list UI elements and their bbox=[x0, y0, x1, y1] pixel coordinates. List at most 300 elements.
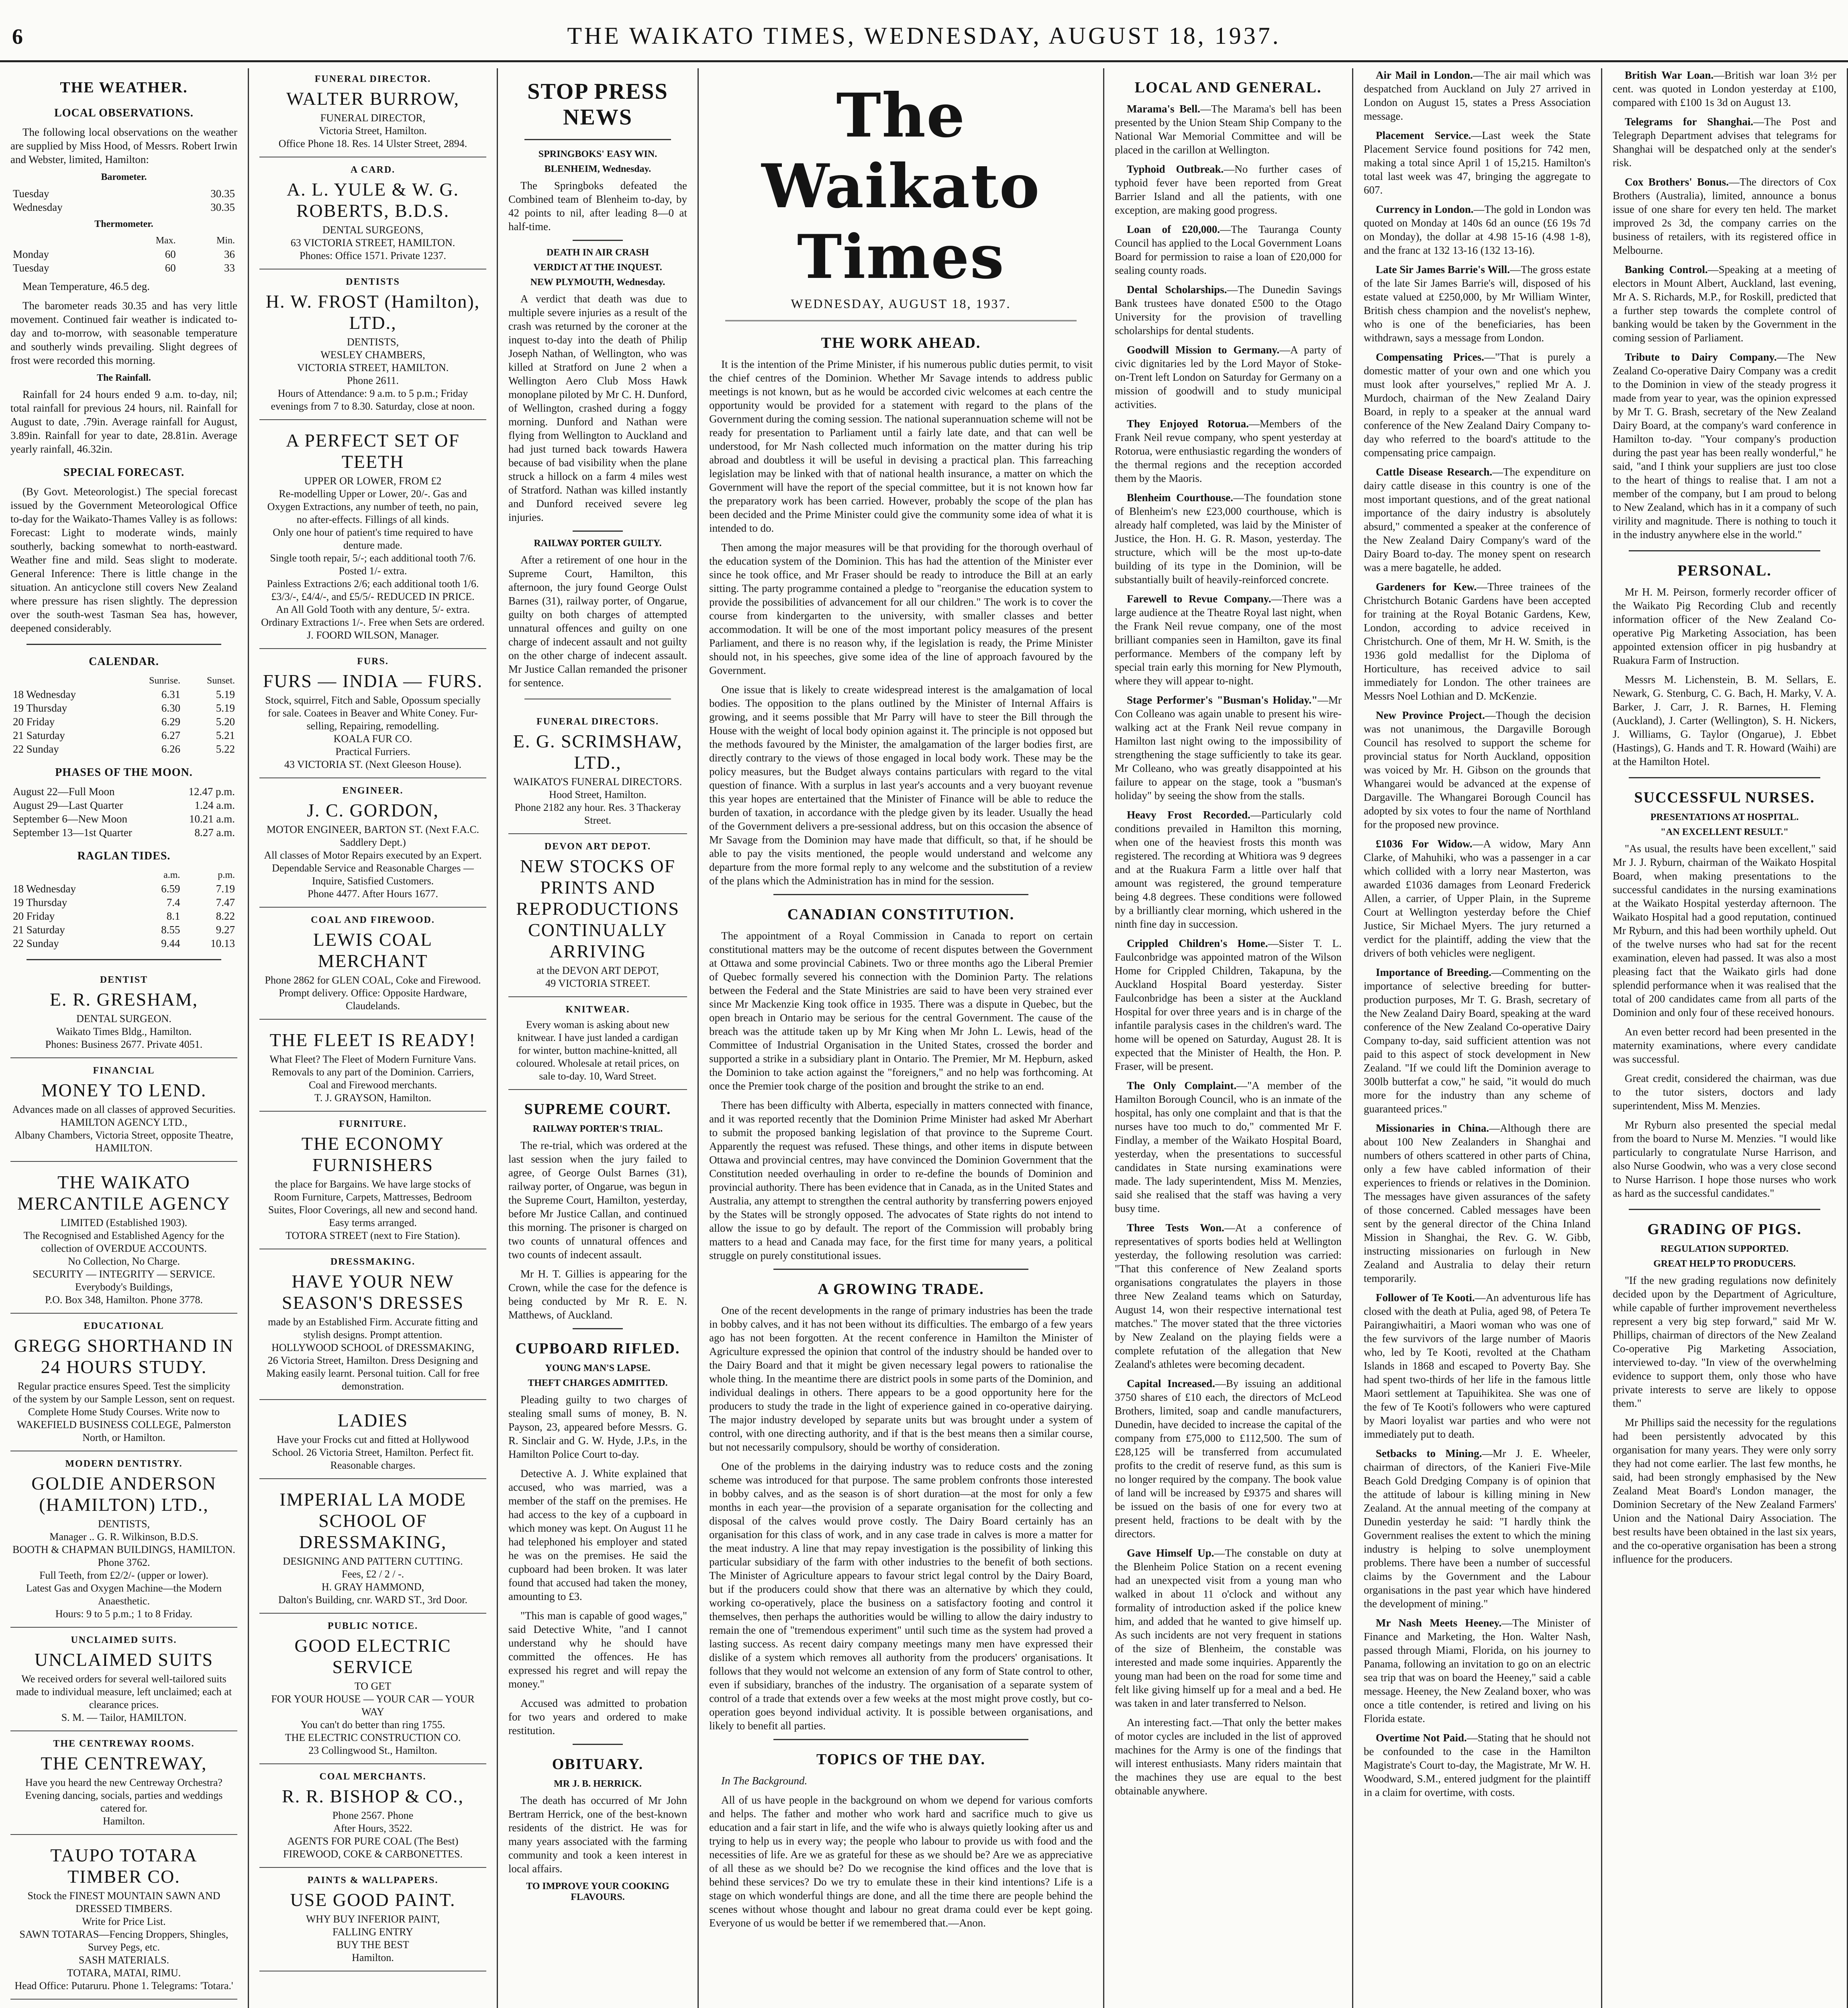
news-item-text: Although there are about 100 New Zealanders in Shanghai and numbers of others scattered in other parts of China, only a few have cabled information of their experiences to friends or relatives in the Dominion. The messages have given assurances of the safety of those concerned. Cabled messages have been sent by the general director of the China Inland Mission in Shanghai, the Rev. G. W. Gibb, instructing missionaries on furlough in New Zealand and Australia to delay their return temporarily. bbox=[1364, 1122, 1591, 1284]
news-item-title: Telegrams for Shanghai. bbox=[1625, 116, 1754, 128]
ad-name: E. G. SCRIMSHAW, LTD., bbox=[513, 731, 683, 773]
ad-category: COAL AND FIREWOOD. bbox=[311, 915, 435, 925]
article-paragraph: Mr Phillips said the necessity for the regulations had been persistently advocated by this organisation for many years. They were only sorry they had not come earlier. The last few months, he said, had been strongly emphasised by the New Zealand Meat Board's London manager, the Dominion Secretary of the New Zealand Farmers' Union and the National Dairy Association. The best results have been obtained in the last six years, and the co-operative organisation has been a strong influence for the producers. bbox=[1613, 1416, 1836, 1565]
classified-ad bbox=[10, 1453, 237, 1628]
article-paragraph: "This man is capable of good wages," said Detective White, "and I cannot understand why he should have committed the offences. He has expressed his regret and will repay the money." bbox=[508, 1610, 687, 1690]
news-heading: SPRINGBOKS' EASY WIN. bbox=[538, 149, 657, 159]
news-item-title: Cox Brothers' Bonus. bbox=[1625, 176, 1729, 188]
news-item-text: Speaking at a meeting of electors in Mount Albert, Auckland, last evening, Mr A. S. Richards, M.P., for Roskill, predicted that a further step towards the complete control of banking would be taken by the Government in the coming session of Parliament. bbox=[1613, 263, 1836, 344]
ad-name: A PERFECT SET OF TEETH bbox=[286, 430, 460, 472]
ad-line: The Recognised and Established Agency for the collection of OVERDUE ACCOUNTS. bbox=[23, 1230, 224, 1254]
news-item-text: Stating that he should not be confounded to the case in the Hamilton Magistrate's Court to-day, the Magistrate, Mr W. H. Woodward, S.M., entered judgment for the plaintiff in a claim for overtime, with costs. bbox=[1364, 1732, 1591, 1798]
late-heading: TO IMPROVE YOUR COOKING FLAVOURS. bbox=[526, 1881, 669, 1902]
news-item: They Enjoyed Rotorua.—Members of the Frank Neil revue company, who spent yesterday at Rotorua, were enthusiastic regarding the wonders of the thermal regions and the reception accorded them by the Maoris. bbox=[1115, 418, 1342, 484]
ad-name: GOOD ELECTRIC SERVICE bbox=[294, 1635, 451, 1677]
ad-line: FUNERAL DIRECTOR, bbox=[320, 112, 426, 124]
classified-ad bbox=[508, 836, 687, 997]
news-item-text: The Post and Telegraph Department advises that telegrams for Shanghai will be despatched only at the sender's risk. bbox=[1613, 116, 1836, 169]
ad-name: TAUPO TOTARA TIMBER CO. bbox=[50, 1845, 198, 1887]
ad-line: Head Office: Putaruru. Phone 1. Telegrams: 'Totara.' bbox=[14, 1980, 233, 1992]
pigs-subheading: REGULATION SUPPORTED. bbox=[1660, 1244, 1789, 1254]
news-item-text: An interesting fact.—That only the better makes of motor cycles are included in the list of approved machines for the Army is one of the findings that will interest enthusiasts. Many riders maintain that the machines they use are equal to the best obtainable anywhere. bbox=[1115, 1716, 1342, 1797]
editorial-heading: THE WORK AHEAD. bbox=[821, 335, 981, 351]
stop-press-heading: STOP PRESS NEWS bbox=[527, 79, 668, 130]
table-row: Monday 60 36 bbox=[13, 248, 235, 260]
ad-line: Full Teeth, from £2/2/- (upper or lower). bbox=[39, 1569, 208, 1581]
news-item-title: Dental Scholarships. bbox=[1127, 284, 1227, 296]
successful-nurses-heading: SUCCESSFUL NURSES. bbox=[1634, 789, 1815, 806]
divider bbox=[27, 959, 221, 960]
news-heading: DEATH IN AIR CRASH bbox=[547, 247, 649, 258]
ad-line: Victoria Street, Hamilton. bbox=[319, 125, 427, 137]
ad-line: Only one hour of patient's time required to have denture made. bbox=[273, 526, 473, 551]
divider bbox=[524, 139, 671, 140]
news-item: Crippled Children's Home.—Sister T. L. Faulconbridge was appointed matron of the Wilson Home for Crippled Children, Takapuna, by the Auckland Hospital Board yesterday. Sister Faulconbridge has been a sister at the Auckland Hospital for over three years and is in charge of the infantile paralysis cases in the children's ward. The home will be opened on Saturday, August 28. It is expected that the Minister of Health, the Hon. P. Fraser, will be present. bbox=[1115, 937, 1342, 1072]
ad-line: Dalton's Building, cnr. WARD ST., 3rd Door. bbox=[278, 1594, 467, 1606]
classified-ad bbox=[10, 1163, 237, 1314]
ad-name: THE WAIKATO MERCANTILE AGENCY bbox=[17, 1172, 231, 1214]
ad-name: GREGG SHORTHAND IN 24 HOURS STUDY. bbox=[14, 1335, 234, 1377]
news-item-title: Tribute to Dairy Company. bbox=[1625, 351, 1777, 363]
classified-ad bbox=[10, 1060, 237, 1162]
ad-line: DENTAL SURGEONS, bbox=[322, 224, 424, 236]
barometer-label: Barometer. bbox=[101, 172, 147, 182]
ad-line: 23 Collingwood St., Hamilton. bbox=[308, 1745, 437, 1756]
table-row: Wednesday 30.35 bbox=[13, 201, 235, 213]
ad-category: FUNERAL DIRECTOR. bbox=[314, 74, 431, 84]
local-news-items bbox=[1115, 102, 1342, 1798]
ad-line: FIREWOOD, COKE & CARBONETTES. bbox=[283, 1848, 463, 1860]
article-paragraph: Messrs M. Lichenstein, B. M. Sellars, E. Newark, G. Stenburg, C. G. Bach, H. Marky, V. A. Barker, J. Carr, J. R. Barnes, H. Fleming (Auckland), J. Carter (Wellington), S. H. Nickers, J. Williams, G. Taylor (Ongarue), J. Ebbet (Hastings), G. Hands and T. R. Howard (Waihi) are at the Hamilton Hotel. bbox=[1613, 673, 1836, 767]
news-item-text: Commenting on the importance of selective breeding for butter-production purposes, Mr T. G. Brash, secretary of the New Zealand Dairy Board, speaking at the ward conference of the New Zealand Co-operative Dairy Company to-day, said sufficient attention was not paid to this aspect of stock development in New Zealand. "If we could lift the Dominion average to 300lb butterfat a cow," he said, "it would do much more for the industry than any scheme of guaranteed prices." bbox=[1364, 966, 1591, 1115]
news-item-text: Three trainees of the Christchurch Botanic Gardens have been accepted for training at the Royal Botanic Gardens, Kew, London, according to advice received in Christchurch. One of them, Mr H. W. Smith, is the 1936 gold medallist for the Diploma of Horticulture, has received advice to sail immediately for London. The other trainees are Messrs Noel Lothian and D. McKenzie. bbox=[1364, 581, 1591, 702]
news-item: Tribute to Dairy Company.—The New Zealand Co-operative Dairy Company was a credit to the Dominion in view of the steady progress it made from year to year, was the opinion expressed by Mr T. G. Brash, secretary of the New Zealand Dairy Board, at the company's ward conference in Hamilton to-day. "Your company's production during the past year has been really wonderful," he said, "and I think your suppliers are just too close to the heart of things to realise that. I am not a member of the company, but I am proud to belong to New Zealand, which has in it a company of such virility and magnitude. There is nothing to touch it in the industry anywhere else in the world." bbox=[1613, 351, 1836, 541]
classified-ad bbox=[259, 1481, 486, 1614]
ad-name: IMPERIAL LA MODE SCHOOL OF DRESSMAKING, bbox=[279, 1489, 466, 1552]
ad-category: DEVON ART DEPOT. bbox=[544, 841, 651, 852]
ad-name: NEW STOCKS OF PRINTS AND REPRODUCTIONS CONTINUALLY ARRIVING bbox=[516, 856, 679, 961]
news-item: Mr Nash Meets Heeney.—The Minister of Finance and Marketing, the Hon. Walter Nash, passed through Miami, Florida, on his journey to Panama, following an invitation to go on an electric sea trip that was on board the Heeney," said a cable message. Heeney, the New Zealand boxer, who was once a title contender, is retired and living on his Florida estate. bbox=[1364, 1617, 1591, 1724]
divider bbox=[27, 644, 221, 645]
newspaper-nameplate: The Waikato Times bbox=[761, 80, 1040, 292]
pigs-subheading-2: GREAT HELP TO PRODUCERS. bbox=[1653, 1259, 1796, 1269]
news-item: Stage Performer's "Busman's Holiday."—Mr Con Colleano was again unable to present his wire-walking act at the Frank Neil revue company in Hamilton last night owing to the impossibility of strengthening the stage sufficiently to take its gear. Mr Colleano, who was greatly disappointed at his failure to appear on the stage, took a "busman's holiday" by seeing the show from the stalls. bbox=[1115, 694, 1342, 802]
ad-name: E. R. GRESHAM, bbox=[49, 989, 198, 1010]
news-item-text: There was a large audience at the Theatre Royal last night, when the Frank Neil revue company, one of the most brilliant companies seen in Hamilton, gave its final performance. Members of the company left by special train early this morning for New Plymouth, where they will appear to-night. bbox=[1115, 593, 1342, 687]
article-paragraph: Mr Ryburn also presented the special medal from the board to Nurse M. Menzies. "I would like particularly to congratulate Nurse Harrison, and also Nurse Goodwin, who was a very close second to Nurse Harrison. I hope those nurses who work as hard as the successful candidates." bbox=[1613, 1119, 1836, 1199]
news-item: Cattle Disease Research.—The expenditure on dairy cattle disease in this country is one of the most important questions, and of the great national importance of the dairy industry is absolutely absurd," commented a speaker at the conference of the New Zealand Dairy Company's ward of the Dairy Board to-day. The money spent on research was a mere bagatelle, he added. bbox=[1364, 466, 1591, 573]
ad-line: HOLLYWOOD SCHOOL of DRESSMAKING, bbox=[271, 1342, 474, 1353]
news-item-title: Air Mail in London. bbox=[1376, 69, 1473, 81]
page-number: 6 bbox=[12, 24, 23, 49]
table-row: 19 Thursday 6.30 5.19 bbox=[13, 702, 235, 714]
ad-line: made by an Established Firm. Accurate fitting and stylish designs. Prompt attention. bbox=[268, 1316, 478, 1341]
ad-line: BUY THE BEST bbox=[337, 1939, 409, 1951]
ad-name: LEWIS COAL MERCHANT bbox=[313, 929, 433, 971]
classified-ad bbox=[259, 1615, 486, 1764]
ad-line: Phone 4477. After Hours 1677. bbox=[308, 888, 438, 900]
column-personal-nurses-pigs bbox=[1602, 68, 1848, 2008]
ad-line: Stock the FINEST MOUNTAIN SAWN AND DRESSED TIMBERS. bbox=[27, 1890, 220, 1914]
news-item-text: The Dunedin Savings Bank trustees have donated £500 to the Otago University for the provision of travelling scholarships for dental students. bbox=[1115, 284, 1342, 337]
table-row: 20 Friday 8.1 8.22 bbox=[13, 910, 235, 922]
ad-category: UNCLAIMED SUITS. bbox=[71, 1635, 177, 1645]
ad-line: Single tooth repair, 5/-; each additional tooth 7/6. Posted 1/- extra. bbox=[270, 552, 476, 577]
news-item-title: Compensating Prices. bbox=[1376, 351, 1484, 363]
ad-line: TO GET bbox=[354, 1680, 392, 1692]
article-paragraph: An even better record had been presented in the maternity examinations, where every candidate was successful. bbox=[1613, 1026, 1836, 1065]
news-item: Compensating Prices.—"That is purely a domestic matter of your own and one which you must look after yourselves," replied Mr A. J. Murdoch, chairman of the New Zealand Dairy Board, in reply to a speaker at the annual ward conference of the New Zealand Dairy Company to-day who referred to the board's attitude to the compensating price campaign. bbox=[1364, 351, 1591, 459]
supreme-court-subheading: RAILWAY PORTER'S TRIAL. bbox=[532, 1124, 663, 1134]
local-and-general-heading: LOCAL AND GENERAL. bbox=[1134, 79, 1322, 96]
news-text: A verdict that death was due to multiple severe injuries as a result of the crash was returned by the coroner at the inquest to-day into the death of Philip Joseph Nathan, of Wellington, who was killed at Stratford on June 2 when a Wellington Aero Club Moss Hawk monoplane piloted by Mr C. H. Dunford, of Wellington, crashed during a foggy morning. Dunford and Nathan were flying from Wellington to Auckland and had just turned back towards Hawera because of bad visibility when the plane struck a hillock on a farm 4 miles west of Stratford. Nathan was killed instantly and Dunford received severe leg injuries. bbox=[508, 293, 687, 523]
classified-ad bbox=[259, 909, 486, 1020]
ad-name: MONEY TO LEND. bbox=[41, 1080, 207, 1100]
ad-line: Painless Extractions 2/6; each additional tooth 1/6. bbox=[267, 578, 479, 590]
ad-category: PAINTS & WALLPAPERS. bbox=[307, 1875, 439, 1886]
general-news-items bbox=[1364, 68, 1591, 1799]
table-row: September 6—New Moon 10.21 a.m. bbox=[13, 813, 235, 825]
ad-line: Phones: Office 1571. Private 1237. bbox=[300, 250, 446, 261]
ad-line: You can't do better than ring 1755. bbox=[300, 1719, 445, 1730]
classified-ad bbox=[10, 1733, 237, 1835]
ad-category: PUBLIC NOTICE. bbox=[327, 1621, 418, 1631]
ad-line: 63 VICTORIA STREET, HAMILTON. bbox=[290, 237, 455, 249]
ad-line: J. FOORD WILSON, Manager. bbox=[307, 629, 439, 641]
ad-line: the place for Bargains. We have large stocks of Room Furniture, Carpets, Mattresses, Bedroom Suites, Floor Coverings, all new and second hand. Easy terms arranged. bbox=[268, 1178, 478, 1228]
calendar-heading: CALENDAR. bbox=[89, 655, 159, 668]
news-item: Setbacks to Mining.—Mr J. E. Wheeler, chairman of directors, of the Kanieri Five-Mile Beach Gold Dredging Company is of opinion that the attitude of labour is killing mining in New Zealand. At the annual meeting of the company at Dunedin yesterday he said: "I hardly think the Government realises the extent to which the mining industry is helping to solve unemployment problems. There have been a number of successful claims by the Government and the Labour organisations in the past year which have hindered the development of mining." bbox=[1364, 1447, 1591, 1610]
news-item: Three Tests Won.—At a conference of representatives of sports bodies held at Wellington yesterday, the following resolution was carried: "That this conference of New Zealand sports organisations congratulates the players in those three New Zealand teams which on Saturday, August 14, won their respective international test matches." The mover stated that the three victories by New Zealand on the playing fields were a complete refutation of the allegation that New Zealand's athletes were becoming decadent. bbox=[1115, 1222, 1342, 1370]
ad-line: WHY BUY INFERIOR PAINT, bbox=[306, 1913, 440, 1925]
classified-ads-column-3 bbox=[508, 711, 687, 1090]
divider bbox=[773, 1739, 1028, 1740]
ad-line: DESIGNING AND PATTERN CUTTING. bbox=[283, 1555, 463, 1567]
ad-category: KNITWEAR. bbox=[565, 1004, 630, 1015]
ad-line: Hours: 9 to 5 p.m.; 1 to 8 Friday. bbox=[55, 1608, 193, 1620]
ad-category: COAL MERCHANTS. bbox=[319, 1771, 426, 1782]
ad-line: Every woman is asking about new knitwear. I have just landed a cardigan for winter, button machine-knitted, all coloured. Wholesale at retail prices, on sale to-day. 10, Ward Street. bbox=[516, 1019, 679, 1082]
ad-category: A CARD. bbox=[350, 165, 396, 175]
editorial-heading: CANADIAN CONSTITUTION. bbox=[787, 906, 1015, 923]
barometer-table bbox=[10, 187, 237, 214]
ad-name: LADIES bbox=[337, 1410, 408, 1430]
classified-ad bbox=[10, 1315, 237, 1451]
table-row: 21 Saturday 8.55 9.27 bbox=[13, 924, 235, 936]
ad-name: WALTER BURROW, bbox=[286, 88, 459, 109]
divider bbox=[1629, 550, 1820, 551]
ad-line: Regular practice ensures Speed. Test the simplicity of the system by our Sample Lesson, sent on request. Complete Home Study Courses. Write now to WAKEFIELD BUSINESS COLLEGE, Palmerston North, or Hamilton. bbox=[13, 1380, 235, 1443]
moon-phases-table bbox=[10, 785, 237, 839]
classified-ad bbox=[259, 1402, 486, 1479]
news-item-title: Three Tests Won. bbox=[1127, 1222, 1224, 1234]
thermometer-table: Max. Min. Monday 60 36 Tuesday 60 33 bbox=[10, 234, 237, 275]
barometer-note: The barometer reads 30.35 and has very little movement. Continued fair weather is indicated to-day and to-morrow, with seasonable temperature and southerly winds prevailing. Slight degrees of frost were recorded this morning. bbox=[10, 300, 237, 366]
classified-ad bbox=[259, 1869, 486, 1971]
news-item-text: "A member of the Hamilton Borough Council, who is an inmate of the hospital, has only one complaint and that is that the nurses have too much to do," commented Mr F. Findlay, a member of the Waikato Hospital Board, yesterday, when the presentations to successful candidates in State nursing examinations were made. The lady superintendent, Miss M. Menzies, said she realised that the staff was having a very busy time. bbox=[1115, 1080, 1342, 1214]
ad-category: ENGINEER. bbox=[342, 786, 404, 796]
ad-line: £3/3/-, £4/4/-, and £5/5/- REDUCED IN PRICE. bbox=[271, 591, 475, 602]
ad-line: UPPER OR LOWER, FROM £2 bbox=[304, 475, 442, 487]
ad-line: Phone 2182 any hour. Res. 3 Thackeray Street. bbox=[514, 802, 681, 826]
calendar-table: Sunrise. Sunset. 18 Wednesday 6.31 5.19 19 Thursday 6.30 5.19 20 Friday 6.29 5.20 21 Saturday 6.27 5.21 22 Sunday 6.26 5.22 bbox=[10, 674, 237, 756]
classified-ad bbox=[508, 999, 687, 1090]
table-row: 18 Wednesday 6.59 7.19 bbox=[13, 883, 235, 895]
news-item-title: The Only Complaint. bbox=[1127, 1080, 1237, 1092]
news-item: Late Sir James Barrie's Will.—The gross estate of the late Sir James Barrie's will, disposed of his estate valued at £250,000, by Mr William Winter, British chess champion and the novelist's nephew, who is one of the beneficiaries, has been withdrawn, says a message from London. bbox=[1364, 263, 1591, 344]
personal-heading: PERSONAL. bbox=[1677, 562, 1772, 579]
news-dateline: NEW PLYMOUTH, Wednesday. bbox=[530, 277, 665, 288]
editorial-heading: A GROWING TRADE. bbox=[818, 1281, 984, 1298]
table-row: Tuesday 60 33 bbox=[13, 262, 235, 274]
ad-line: DENTISTS, bbox=[98, 1518, 150, 1530]
classified-ad bbox=[10, 969, 237, 1058]
editorial-heading: TOPICS OF THE DAY. bbox=[816, 1751, 986, 1768]
classified-ad bbox=[10, 1629, 237, 1731]
news-item-text: At a conference of representatives of sports bodies held at Wellington yesterday, the following resolution was carried: "That this conference of New Zealand sports organisations congratulates the players in those three New Zealand teams which on Saturday, August 14, won their respective international test matches." The mover stated that the three victories by New Zealand on the playing fields were a complete refutation of the allegation that New Zealand's athletes were becoming decadent. bbox=[1115, 1222, 1342, 1370]
ad-line: AGENTS FOR PURE COAL (The Best) bbox=[287, 1835, 459, 1847]
mean-temperature: Mean Temperature, 46.5 deg. bbox=[22, 280, 150, 292]
divider bbox=[573, 1744, 623, 1745]
ad-line: Write for Price List. bbox=[82, 1916, 166, 1927]
ad-line: What Fleet? The Fleet of Modern Furniture Vans. Removals to any part of the Dominion. Carriers, Coal and Firewood merchants. bbox=[269, 1053, 476, 1091]
article-paragraph: Detective A. J. White explained that accused, who was married, was a member of the staff on the premises. He had access to the key of a cupboard in which money was kept. On August 11 he had telephoned his employer and stated he was on the premises. He said the cupboard had been broken. It was later found that accused had taken the money, amounting to £3. bbox=[508, 1467, 687, 1602]
news-item-title: Banking Control. bbox=[1625, 263, 1708, 275]
weather-heading: THE WEATHER. bbox=[60, 79, 188, 96]
news-item-text: The expenditure on dairy cattle disease in this country is one of the most important questions, and of the great national importance of the dairy industry is absolutely absurd," commented a speaker at the conference of the New Zealand Dairy Company's ward of the Dairy Board to-day. The money spent on research was a mere bagatelle, he added. bbox=[1364, 466, 1591, 573]
news-item-text: The gold in London was quoted on Monday at 140s 6d an ounce (£6 19s 7d on Monday), the dollar at 4.98 15-16 (4.98 1-8), and the franc at 132 13-16 (132 13-16). bbox=[1364, 203, 1591, 256]
news-item-title: Blenheim Courthouse. bbox=[1127, 492, 1233, 504]
divider bbox=[773, 894, 1028, 895]
article-paragraph: Mr H. M. Peirson, formerly recorder officer of the Waikato Pig Recording Club and recently information officer of the New Zealand Co-operative Pig Marketing Association, has been appointed extension officer in pig husbandry at Ruakura Farm of Instruction. bbox=[1613, 586, 1836, 666]
news-item-text: Sister T. L. Faulconbridge was appointed matron of the Wilson Home for Crippled Children, Takapuna, by the Auckland Hospital Board yesterday. Sister Faulconbridge has been a sister at the Auckland Hospital for over three years and is in charge of the infantile paralysis cases in the children's ward. The home will be opened on Saturday, August 28. It is expected that the Minister of Health, the Hon. P. Fraser, will be present. bbox=[1115, 937, 1342, 1072]
column-general-news bbox=[1353, 68, 1602, 2008]
news-item-title: New Province Project. bbox=[1376, 709, 1485, 721]
editorial-paragraph: One of the recent developments in the range of primary industries has been the trade in bobby calves, and it has not been without its difficulties. The embargo of a few years ago has not been forgotten. At the recent conference in Hamilton the Minister of Agriculture expressed the opinion that control of the industry should be handed over to the Dairy Board and that it might be given necessary legal powers to rationalise the whole thing. In the meantime there are district pools in some parts of the Dominion, and individual dealings in others. There appears to be a good opportunity here for the producers to study the trade in the light of experience gained in co-operative dairying. The major industry developed by separate units but was brought under a system of control, with one directing authority, and if that is the best means then a similar course, but not necessarily compulsory, should be worthy of consideration. bbox=[709, 1304, 1093, 1453]
news-item-text: Though the decision was not unanimous, the Dargaville Borough Council has resolved to support the scheme for provincial status for North Auckland, opposition was voiced by Mr. H. Gibson on the grounds that Whangarei would be advanced at the expense of Dargaville. The Whangarei Borough Council has adopted by six votes to four the name of Northland for the proposed new province. bbox=[1364, 709, 1591, 831]
news-item: Overtime Not Paid.—Stating that he should not be confounded to the case in the Hamilton Magistrate's Court to-day, the Magistrate, Mr W. H. Woodward, S.M., entered judgment for the plaintiff in a claim for overtime, with costs. bbox=[1364, 1732, 1591, 1798]
editorial-paragraph: All of us have people in the background on whom we depend for various comforts and helps. The father and mother who work hard and sacrifice much to give us education and a fair start in life, and the wife who is always quietly looking after us and trying to help us in every way; the people who labour to provide us with food and the necessities of life. Are we as grateful for these as we should be? Are we as appreciative of all these as we should be? Do we recognise the kind offices and the love that is behind these services? Do we try to emulate these in their kind intentions? Life is a stage on which wonderful things are done, and all the time there are people behind the scenes without whose thought and labour no great drama could ever be kept going. Everyone of us would be better if we remembered that.—Anon. bbox=[709, 1794, 1093, 1929]
classified-ad bbox=[10, 1837, 237, 2000]
news-item-title: Late Sir James Barrie's Will. bbox=[1376, 263, 1510, 275]
cupboard-subheading-2: THEFT CHARGES ADMITTED. bbox=[528, 1378, 668, 1388]
classified-ad bbox=[259, 1766, 486, 1868]
classified-ad bbox=[259, 68, 486, 157]
divider bbox=[1629, 777, 1820, 778]
news-item: Typhoid Outbreak.—No further cases of typhoid fever have been reported from Great Barrier Island and all the patients, with one exception, are making good progress. bbox=[1115, 163, 1342, 216]
news-item: British War Loan.—British war loan 3½ per cent. was quoted in London yesterday at £100, compared with £100 1s 3d on August 13. bbox=[1613, 69, 1836, 108]
classified-ads-column-2 bbox=[259, 68, 486, 1971]
ad-line: Advances made on all classes of approved Securities. bbox=[12, 1104, 236, 1115]
divider bbox=[573, 1328, 623, 1329]
ad-name: THE ECONOMY FURNISHERS bbox=[301, 1133, 445, 1175]
news-item-title: Goodwill Mission to Germany. bbox=[1127, 344, 1280, 356]
ad-line: We received orders for several well-tailored suits made to individual measure, left unclaimed; each at clearance prices. bbox=[16, 1673, 232, 1710]
ad-line: Phones: Business 2677. Private 4051. bbox=[45, 1039, 203, 1050]
news-item-title: Loan of £20,000. bbox=[1127, 223, 1220, 235]
ad-name: GOLDIE ANDERSON (HAMILTON) LTD., bbox=[31, 1473, 216, 1515]
news-item: Loan of £20,000.—The Tauranga County Council has applied to the Local Government Loans Board for permission to raise a loan of £20,000 for sealing county roads. bbox=[1115, 223, 1342, 276]
ad-line: After Hours, 3522. bbox=[333, 1822, 412, 1834]
news-item-title: Setbacks to Mining. bbox=[1376, 1447, 1482, 1459]
editorial-dateline: WEDNESDAY, AUGUST 18, 1937. bbox=[791, 296, 1011, 311]
table-row: 18 Wednesday 6.31 5.19 bbox=[13, 688, 235, 700]
news-item-text: British war loan 3½ per cent. was quoted in London yesterday at £100, compared with £100 1s 3d on August 13. bbox=[1613, 69, 1836, 108]
ad-line: Hamilton. bbox=[352, 1952, 394, 1963]
table-row: 19 Thursday 7.4 7.47 bbox=[13, 896, 235, 908]
ad-category: MODERN DENTISTRY. bbox=[65, 1459, 183, 1469]
ad-line: No Collection, No Charge. bbox=[68, 1255, 180, 1267]
ad-line: KOALA FUR CO. bbox=[333, 733, 412, 745]
ad-line: Phone 2611. bbox=[347, 375, 399, 386]
ad-category: FINANCIAL bbox=[93, 1065, 155, 1076]
ad-category: THE CENTREWAY ROOMS. bbox=[53, 1739, 195, 1749]
ad-line: Phone 2567. Phone bbox=[332, 1810, 414, 1821]
news-item-text: The constable on duty at the Blenheim Police Station on a recent evening had an unexpected visit from a young man who walked in about 11 o'clock and without any formality of introduction asked if the police knew him, and added that he wanted to give himself up. As such incidents are not very frequent in stations of the size of Blenheim, the constable was interested and made some inquiries. Apparently the young man had been on the road for some time and felt like giving himself up for a meal and a bed. He was taken in and later transferred to Nelson. bbox=[1115, 1547, 1342, 1709]
ad-line: 49 VICTORIA STREET. bbox=[545, 977, 650, 989]
ad-line: 43 VICTORIA ST. (Next Gleeson House). bbox=[284, 759, 462, 770]
news-item: £1036 For Widow.—A widow, Mary Ann Clarke, of Mahuhiki, who was a passenger in a car which collided with a lorry near Masterton, was awarded £1036 damages from Leonard Frederick Allen, a carrier, of Upper Plain, in the Supreme Court at Wellington yesterday before the Chief Justice, Sir Michael Myers. The jury returned a verdict for the plaintiff, adding the view that the drivers of both vehicles were negligent. bbox=[1364, 838, 1591, 959]
table-row: September 13—1st Quarter 8.27 a.m. bbox=[13, 826, 235, 839]
news-item-text: Mr Con Colleano was again unable to present his wire-walking act at the Frank Neil revue company in Hamilton last night owing to the impossibility of strengthening the stage sufficiently to take its gear. Mr Colleano, who was greatly disappointed at his failure to appear on the stage, took a "busman's holiday" by seeing the show from the stalls. bbox=[1115, 694, 1342, 802]
classified-ad bbox=[259, 1113, 486, 1249]
ad-line: SECURITY — INTEGRITY — SERVICE. bbox=[33, 1268, 215, 1280]
ad-category: FURS. bbox=[357, 656, 389, 667]
obituary-heading: OBITUARY. bbox=[552, 1756, 644, 1773]
article-paragraph: "As usual, the results have been excellent," said Mr J. J. Ryburn, chairman of the Waikato Hospital Board, when making presentations to the successful candidates in the nursing examinations at the Waikato Hospital yesterday afternoon. The Waikato Hospital had a good reputation, continued Mr Ryburn, and this had been worthily upheld. Out of the twelve nurses who had sat for the recent examination, eleven had passed. It was also a most pleasing fact that the Waikato girls had done splendid performance when it was realised that the total of 200 candidates came from all parts of the Dominion and only four of these received honours. bbox=[1613, 843, 1836, 1018]
ad-name: H. W. FROST (Hamilton), LTD., bbox=[265, 291, 480, 333]
ad-line: Manager .. G. R. Wilkinson, B.D.S. bbox=[49, 1531, 198, 1543]
ad-line: MOTOR ENGINEER, BARTON ST. (Next F.A.C. Saddlery Dept.) bbox=[266, 824, 479, 848]
ad-line: Fees, £2 / 2 / -. bbox=[341, 1568, 404, 1580]
ad-line: Hamilton. bbox=[103, 1815, 145, 1827]
news-item: Currency in London.—The gold in London was quoted on Monday at 140s 6d an ounce (£6 19s 7d on Monday), the dollar at 4.98 15-16 (4.98 1-8), and the franc at 132 13-16 (132 13-16). bbox=[1364, 203, 1591, 256]
article-paragraph: Pleading guilty to two charges of stealing small sums of money, B. N. Payson, 23, appeared before Messrs. G. R. Sinclair and G. W. Hyde, J.P.s, in the Hamilton Police Court to-day. bbox=[508, 1394, 687, 1460]
cupboard-rifled-heading: CUPBOARD RIFLED. bbox=[515, 1340, 680, 1357]
divider bbox=[573, 531, 623, 532]
ad-category: EDUCATIONAL bbox=[84, 1321, 164, 1331]
news-item-title: Farewell to Revue Company. bbox=[1127, 593, 1271, 605]
ad-line: TOTARA, MATAI, RIMU. bbox=[67, 1967, 181, 1979]
divider bbox=[773, 1269, 1028, 1270]
article-paragraph: Mr H. T. Gillies is appearing for the Crown, while the case for the defence is being conducted by Mr R. E. N. Matthews, of Auckland. bbox=[508, 1268, 687, 1321]
news-item bbox=[1115, 1716, 1342, 1798]
news-item-text: The Tauranga County Council has applied to the Local Government Loans Board for permission to raise a loan of £20,000 for sealing county roads. bbox=[1115, 223, 1342, 276]
thermometer-label: Thermometer. bbox=[94, 219, 153, 229]
news-item-title: British War Loan. bbox=[1625, 69, 1714, 81]
ad-line: Re-modelling Upper or Lower, 20/-. Gas and Oxygen Extractions, any number of teeth, no pain, no after-effects. Fillings of all kinds. bbox=[267, 488, 479, 525]
news-item-text: Last week the State Placement Service found positions for 742 men, making a total since April 1 of 15,215. Hamilton's total last week was 47, bringing the aggregate to 607. bbox=[1364, 129, 1591, 196]
news-item-title: Importance of Breeding. bbox=[1376, 966, 1491, 978]
news-item: Goodwill Mission to Germany.—A party of civic dignitaries led by the Lord Mayor of Stoke-on-Trent left London on Saturday for Germany on a mission of goodwill and to study municipal activities. bbox=[1115, 344, 1342, 410]
ad-line: Latest Gas and Oxygen Machine—the Modern Anaesthetic. bbox=[26, 1582, 222, 1607]
divider bbox=[524, 698, 671, 702]
ad-category: DENTISTS bbox=[346, 277, 400, 287]
classified-ad bbox=[259, 271, 486, 420]
article-paragraph: Accused was admitted to probation for two years and ordered to make restitution. bbox=[508, 1697, 687, 1737]
table-row: August 29—Last Quarter 1.24 a.m. bbox=[13, 799, 235, 811]
ad-line: FALLING ENTRY bbox=[332, 1926, 413, 1938]
classified-ads-column-1 bbox=[10, 969, 237, 2000]
classified-ad bbox=[259, 1021, 486, 1112]
news-item-title: They Enjoyed Rotorua. bbox=[1127, 418, 1249, 430]
ad-line: Waikato Times Bldg., Hamilton. bbox=[56, 1026, 192, 1037]
ad-line: All classes of Motor Repairs executed by an Expert. Dependable Service and Reasonable Charges — Inquire, Satisfied Customers. bbox=[264, 849, 482, 887]
moon-phases-heading: PHASES OF THE MOON. bbox=[55, 766, 193, 779]
news-item-text: The Marama's bell has been presented by the Union Steam Ship Company to the National War Memorial Committee and will be placed in the carillon at Wellington. bbox=[1115, 103, 1342, 156]
ad-line: Ordinary Extractions 1/-. Free when Sets are ordered. bbox=[261, 616, 485, 628]
cupboard-subheading: YOUNG MAN'S LAPSE. bbox=[545, 1363, 651, 1373]
ad-line: HAMILTON AGENCY LTD., bbox=[60, 1116, 188, 1128]
obituary-subheading: MR J. B. HERRICK. bbox=[554, 1779, 642, 1789]
ad-line: 26 Victoria Street, Hamilton. Dress Designing and Making easily learnt. Personal tuition. Call for free demonstration. bbox=[266, 1355, 479, 1392]
ad-name: HAVE YOUR NEW SEASON'S DRESSES bbox=[281, 1271, 464, 1313]
news-item-title: Follower of Te Kooti. bbox=[1376, 1292, 1475, 1304]
column-stop-press bbox=[498, 68, 699, 2008]
masthead bbox=[0, 0, 1848, 62]
column-editorial bbox=[699, 68, 1104, 2008]
ad-name: THE CENTREWAY, bbox=[41, 1753, 207, 1773]
editorial-sections bbox=[709, 334, 1093, 1930]
divider bbox=[725, 320, 1077, 324]
local-observations-heading: LOCAL OBSERVATIONS. bbox=[54, 107, 194, 119]
ad-category: FURNITURE. bbox=[339, 1119, 407, 1129]
news-item-text: Particularly cold conditions prevailed in Hamilton this morning, when one of the heaviest frosts this month was registered. The recording at Whitiora was 9 degrees and at the Ruakura Farm a little over half that amount was registered, the ground temperature being 4.8 degrees. These conditions were followed by a brilliantly clear morning, which ushered in the ninth fine day in succession. bbox=[1115, 809, 1342, 930]
article-paragraph: The re-trial, which was ordered at the last session when the jury failed to agree, of George Oulst Barnes (31), railway porter, of Ongarue, was begun in the Supreme Court, Hamilton, yesterday, before Mr Justice Callan, and continued this morning. The prisoner is charged on two counts of unnatural offences and two counts of indecent assault. bbox=[508, 1139, 687, 1261]
news-item-text: By issuing an additional 3750 shares of £10 each, the directors of McLeod Brothers, limited, soap and candle manufacturers, Dunedin, have decided to increase the capital of the company from £75,000 to £112,500. The sum of £28,125 will be transferred from accumulated profits to the credit of reserve fund, as this sum is no longer required by the company. The book value of land will be increased by £9375 and shares will be issued on the basis of one for every two at present held, fractions to be dealt with by the directors. bbox=[1115, 1377, 1342, 1540]
news-item-title: Mr Nash Meets Heeney. bbox=[1376, 1617, 1502, 1629]
ad-line: SAWN TOTARAS—Fencing Droppers, Shingles, Survey Pegs, etc. bbox=[19, 1928, 228, 1953]
ad-line: WAIKATO'S FUNERAL DIRECTORS. bbox=[513, 776, 682, 788]
news-item: Missionaries in China.—Although there are about 100 New Zealanders in Shanghai and numbers of others scattered in other parts of China, only a few have cabled information of their experiences to friends or relatives in the Dominion. The messages have given assurances of the safety of those concerned. Cabled messages have been sent by the general director of the China Inland Mission in Shanghai, the Rev. G. W. Gibb, instructing missionaries on furlough in New Zealand and Australia to delay their return temporarily. bbox=[1364, 1122, 1591, 1284]
news-item-text: A party of civic dignitaries led by the Lord Mayor of Stoke-on-Trent left London on Saturday for Germany on a mission of goodwill and to study municipal activities. bbox=[1115, 344, 1342, 410]
editorial-paragraph: One issue that is likely to create widespread interest is the amalgamation of local bodies. The opposition to the plans outlined by the Minister of Internal Affairs is growing, and it seems possible that Mr Parry will have to steer the Bill through the House with the weight of local body opinion against it. The principle is not opposed but the methods favoured by the Minister, the amalgamation of the larger bodies first, are directly contrary to the views of those engaged in local body work. These may be the policy measures, but the Budget always contains particulars with regard to the vital question of finance. With a surplus in last year's accounts and a very buoyant revenue this year hopes are entertained that the Minister of Finance will be able to reduce the burden of taxation, in accordance with the pledge given by its leader. Usually the head of the Government delivers a pre-sessional address, but on this occasion the absence of Mr Savage from the Dominion may have made that difficult, so that, if he should be able to pay the visits mentioned, the people would understand and welcome any departure from the more formal reply to any welcome and the substitution of a review of the plans which the Administration has in mind for the session. bbox=[709, 684, 1093, 887]
divider bbox=[573, 240, 623, 241]
ad-name: USE GOOD PAINT. bbox=[290, 1890, 456, 1910]
news-item-title: Cattle Disease Research. bbox=[1376, 466, 1493, 478]
news-item-text: The directors of Cox Brothers (Australia), limited, announce a bonus issue of one share for every ten held. The market improved 2s 3d, the company carries on the business of retailers, with its registered office in Melbourne. bbox=[1613, 176, 1836, 256]
nurses-subheading: PRESENTATIONS AT HOSPITAL. bbox=[1650, 812, 1799, 822]
ad-line: TOTORA STREET (next to Fire Station). bbox=[286, 1230, 460, 1241]
news-item: New Province Project.—Though the decision was not unanimous, the Dargaville Borough Council has resolved to support the scheme for provincial status for North Auckland, opposition was voiced by Mr. H. Gibson on the grounds that Whangarei would be advanced at the expense of Dargaville. The Whangarei Borough Council has adopted by six votes to four the name of Northland for the proposed new province. bbox=[1364, 709, 1591, 831]
ad-name: FURS — INDIA — FURS. bbox=[263, 671, 483, 691]
ad-name: R. R. BISHOP & CO., bbox=[282, 1786, 464, 1806]
column-local-and-general bbox=[1104, 68, 1353, 2008]
news-item: Marama's Bell.—The Marama's bell has been presented by the Union Steam Ship Company to the National War Memorial Committee and will be placed in the carillon at Wellington. bbox=[1115, 103, 1342, 156]
news-item-text: The Minister of Finance and Marketing, the Hon. Walter Nash, passed through Miami, Florida, on his journey to Panama, following an invitation to go on an electric sea trip that was on board the Heeney," said a cable message. Heeney, the New Zealand boxer, who was once a title contender, is retired and living on his Florida estate. bbox=[1364, 1617, 1591, 1724]
ad-line: SASH MATERIALS. bbox=[78, 1954, 169, 1966]
ad-line: BOOTH & CHAPMAN BUILDINGS, HAMILTON. Phone 3762. bbox=[12, 1544, 235, 1568]
ad-line: at the DEVON ART DEPOT, bbox=[536, 965, 659, 976]
classified-ad bbox=[259, 159, 486, 269]
ad-line: T. J. GRAYSON, Hamilton. bbox=[314, 1092, 432, 1104]
grading-of-pigs-heading: GRADING OF PIGS. bbox=[1647, 1221, 1802, 1238]
news-item-text: The gross estate of the late Sir James Barrie's will, disposed of his estate valued at £250,000, by Mr William Winter, British chess champion and the novelist's nephew, who is one of the beneficiaries, has been withdrawn, says a message from London. bbox=[1364, 263, 1591, 344]
ad-line: An All Gold Tooth with any denture, 5/- extra. bbox=[276, 604, 470, 615]
news-item-text: Members of the Frank Neil revue company, who spent yesterday at Rotorua, were enthusiastic regarding the wonders of the thermal regions and the reception accorded them by the Maoris. bbox=[1115, 418, 1342, 484]
rainfall-label: The Rainfall. bbox=[97, 373, 151, 383]
ad-line: Practical Furriers. bbox=[335, 746, 410, 757]
ad-name: UNCLAIMED SUITS bbox=[34, 1649, 214, 1670]
supreme-court-heading: SUPREME COURT. bbox=[524, 1101, 671, 1118]
news-subheading: VERDICT AT THE INQUEST. bbox=[533, 262, 662, 273]
ad-line: THE ELECTRIC CONSTRUCTION CO. bbox=[285, 1732, 461, 1743]
ad-line: Hours of Attendance: 9 a.m. to 5 p.m.; Friday evenings from 7 to 8.30. Saturday, close at noon. bbox=[271, 388, 475, 412]
news-item: Heavy Frost Recorded.—Particularly cold conditions prevailed in Hamilton this morning, when one of the heaviest frosts this month was registered. The recording at Whitiora was 9 degrees and at the Ruakura Farm a little over half that amount was registered, the ground temperature being 4.8 degrees. These conditions were followed by a brilliantly clear morning, which ushered in the ninth fine day in succession. bbox=[1115, 809, 1342, 930]
ad-line: Stock, squirrel, Fitch and Sable, Opossum specially for sale. Coatees in Beaver and White Coney. Fur-selling, Repairing, remodelling. bbox=[265, 694, 481, 732]
editorial-paragraph: It is the intention of the Prime Minister, if his numerous public duties permit, to visit the chief centres of the Dominion. Whether Mr Savage intends to address public meetings is not known, but as he would be accorded civic welcomes at each centre the opportunity would be provided for a statement with regard to the plans of the Government during the coming session. The national superannuation scheme will not be ready for presentation to Parliament until a fairly late date, and that can well be understood, for Mr Nash collected much information on the matter during his trip abroad and doubtless it will be useful in devising a practical plan. This farreaching legislation may be linked with that of national health insurance, a matter on which the Government will have the report of the special committee, but it is not known how far the preparatory work has been carried. However, probably the scope of the plan has been decided and the Prime Minister could give the community some idea of what it is intended to do. bbox=[709, 358, 1093, 534]
news-item-text: No further cases of typhoid fever have been reported from Great Barrier Island and all the patients, with one exception, are making good progress. bbox=[1115, 163, 1342, 216]
